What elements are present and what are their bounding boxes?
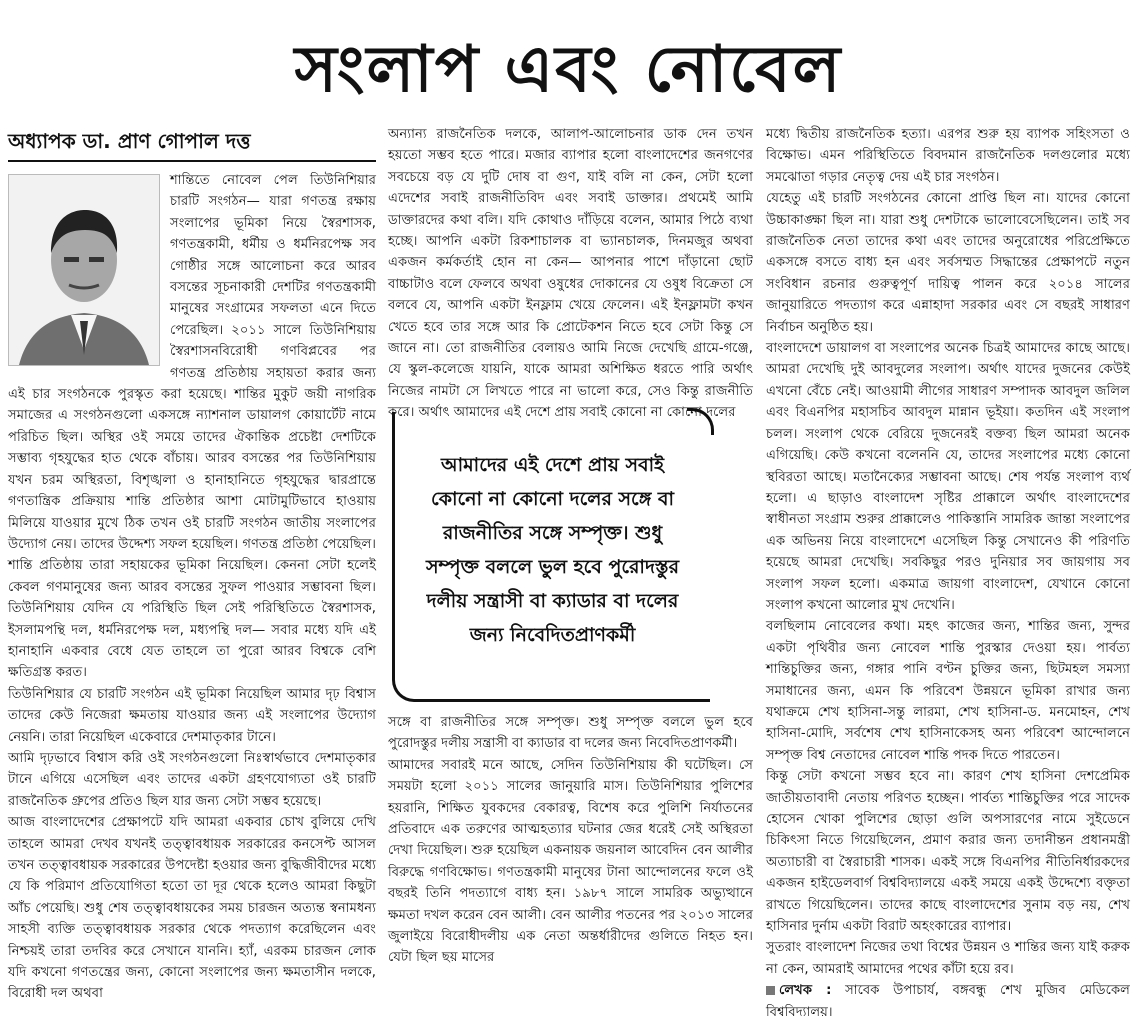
pull-quote-box — [392, 412, 710, 702]
pull-quote-corner — [687, 408, 714, 435]
bullet-square-icon — [766, 986, 775, 995]
author-photo — [8, 174, 160, 366]
pull-quote-text: আমাদের এই দেশে প্রায় সবাই কোনো না কোনো দলের সঙ্গে বা রাজনীতির সঙ্গে সম্পৃক্ত। শুধু সম্পৃক্ত বললে ভুল হবে পুরোদস্তুর দলীয় সন্ত্রাসী বা ক্যাডার বা দলের জন্য নিবেদিতপ্রাণকর্মী — [425, 454, 680, 646]
paragraph: সুতরাং বাংলাদেশ নিজের তথা বিশ্বের উন্নয়ন ও শান্তির জন্য যাই করুক না কেন, আমরাই আমাদের পথের কাঁটা হয়ে রব। — [766, 940, 1130, 977]
byline-label: লেখক : — [779, 983, 832, 999]
paragraph: বাংলাদেশে ডায়ালগ বা সংলাপের অনেক চিত্রই আমাদের কাছে আছে। আমরা দেখেছি দুই আবদুলের সংলাপ। অর্থাৎ যাদের দুজনের কেউই এখনো বেঁচে নেই। আওয়ামী লীগের সাধারণ সম্পাদক আবদুল জলিল এবং বিএনপির মহাসচিব আবদুল মান্নান ভূইয়া। কতদিন এই সংলাপ চলল। সংলাপ থেকে বেরিয়ে দুজনেরই বক্তব্য ছিল আমরা অনেক এগিয়েছি। কেউ কখনো বলেননি যে, তাদের সংলাপের মধ্যে কোনো স্থবিরতা আছে। মতানৈক্যের সম্ভাবনা আছে। শেষ পর্যন্ত সংলাপ ব্যর্থ হলো। এ ছাড়াও বাংলাদেশ সৃষ্টির প্রাক্কালে অর্থাৎ বাংলাদেশের স্বাধীনতা সংগ্রাম শুরুর প্রাক্কালেও পাকিস্তানি সামরিক জান্তা সংলাপের এক অভিনয় নিয়ে বাংলাদেশে এসেছিল কিন্তু সেখানেও কী পরিণতি হয়েছে আমরা দেখেছি। সবকিছুর পরও দুনিয়ার সব জায়গায় সব সংলাপ সফল হলো। একমাত্র জায়গা বাংলাদেশ, যেখানে কোনো সংলাপ কখনো আলোর মুখ দেখেনি। — [766, 341, 1130, 613]
paragraph: আমাদের সবারই মনে আছে, সেদিন তিউনিশিয়ায় কী ঘটেছিল। সে সময়টা হলো ২০১১ সালের জানুয়ারি মাস। তিউনিশিয়ার পুলিশের হয়রানি, শিক্ষিত যুবকদের বেকারত্ব, বিশেষ করে পুলিশি নির্যাতনের প্রতিবাদে এক তরুণের আত্মহত্যার ঘটনার জের ধরেই সেই অস্থিরতা দেখা দিয়েছিল। শুরু হয়েছিল একনায়ক জয়নাল আবেদিন বেন আলীর বিরুদ্ধে গণবিক্ষোভ। গণতন্ত্রকামী মানুষের টানা আন্দোলনের ফলে ওই বছরই তিনি পদত্যাগে বাধ্য হন। ১৯৮৭ সালে সামরিক অভ্যুত্থানে ক্ষমতা দখল করেন বেন আলী। বেন আলীর পতনের পর ২০১৩ সালের জুলাইয়ে বিরোধীদলীয় এক নেতা অন্তর্ধারীদের গুলিতে নিহত হন। যেটা ছিল ছয় মাসের — [388, 757, 753, 966]
paragraph: অন্যান্য রাজনৈতিক দলকে, আলাপ-আলোচনার ডাক দেন তখন হয়তো সম্ভব হতে পারে। মজার ব্যাপার হলো বাংলাদেশের জনগণের সবচেয়ে বড় যে দুটি দোষ বা গুণ, যাই বলি না কেন, সেটা হলো এদেশের সবাই রাজনীতিবিদ এবং সবাই ডাক্তার। প্রথমেই আমি ডাক্তারদের কথা বলি। যদি কোথাও দাঁড়িয়ে বলেন, আমার পিঠে ব্যথা হচ্ছে। আপনি একটা রিকশাচালক বা ভ্যানচালক, দিনমজুর অথবা একজন কর্মকর্তাই হোন না কেন— আপনার পাশে দাঁড়ানো ছোট বাচ্চাটাও বলে ফেলবে অথবা ওষুধের দোকানের যে ওষুধ বিক্রেতা সে বলবে যে, আপনি একটা ইনফ্লাম খেয়ে ফেলেন। এই ইনফ্লামটা কখন খেতে হবে তার সঙ্গে আর কি প্রোটেকশন নিতে হবে সেটা কিন্তু সে জানে না। তো রাজনীতির বেলায়ও আমি নিজে দেখেছি গ্রামে-গঞ্জে, যে স্কুল-কলেজে যায়নি, যাকে আমরা অশিক্ষিত ধরতে পারি অর্থাৎ নিজের নামটা সে লিখতে পারে না ভালো করে, সেও কিন্তু রাজনীতি করে। অর্থাৎ আমাদের এই দেশে প্রায় সবাই কোনো না কোনো দলের — [388, 127, 753, 421]
paragraph: মধ্যে দ্বিতীয় রাজনৈতিক হত্যা। এরপর শুরু হয় ব্যাপক সহিংসতা ও বিক্ষোভ। এমন পরিস্থিতিতে বিবদমান রাজনৈতিক দলগুলোর মধ্যে সমঝোতা গড়ার নেতৃত্ব দেয় এই চার সংগঠন। — [766, 127, 1130, 185]
paragraph: বলছিলাম নোবেলের কথা। মহৎ কাজের জন্য, শান্তির জন্য, সুন্দর একটা পৃথিবীর জন্য নোবেল শান্তি পুরস্কার দেওয়া হয়। পার্বত্য শান্তিচুক্তির জন্য, গঙ্গার পানি বণ্টন চুক্তির জন্য, ছিটমহল সমস্যা সমাধানের জন্য, এমন কি পরিবেশ উন্নয়নে ভূমিকা রাখার জন্য যথাক্রমে শেখ হাসিনা-সন্তু লারমা, শেখ হাসিনা-ড. মনমোহন, শেখ হাসিনা-মোদি, সর্বশেষ শেখ হাসিনাকেসহ অন্য পরিবেশ আন্দোলনে সম্পৃক্ত বিশ্ব নেতাদের নোবেল শান্তি পদক দিতে পারতেন। — [766, 619, 1130, 763]
paragraph: তিউনিশিয়ার যে চারটি সংগঠন এই ভূমিকা নিয়েছিল আমার দৃঢ় বিশ্বাস তাদের কেউ নিজেরা ক্ষমতায় যাওয়ার জন্য এই সংলাপের উদ্যোগ নেয়নি। তারা নিয়েছিল একেবারে দেশমাতৃকার টানে। — [8, 686, 376, 745]
paragraph: আমি দৃঢ়ভাবে বিশ্বাস করি ওই সংগঠনগুলো নিঃস্বার্থভাবে দেশমাতৃকার টানে এগিয়ে এসেছিল এবং তাদের একটা গ্রহণযোগ্যতা ওই চারটি রাজনৈতিক গ্রুপের প্রতিও ছিল যার জন্য সেটা সম্ভব হয়েছে। — [8, 750, 376, 809]
column-2-top — [388, 124, 753, 421]
column-1 — [8, 124, 376, 1002]
author-name: অধ্যাপক ডা. প্রাণ গোপাল দত্ত — [8, 126, 376, 162]
paragraph: শান্তিতে নোবেল পেল তিউনিশিয়ার চারটি সংগঠন— যারা গণতন্ত্র রক্ষায় সংলাপের ভূমিকা নিয়ে স্বৈরশাসক, গণতন্ত্রকামী, ধর্মীয় ও ধর্মনিরপেক্ষ সব গোষ্ঠীর সঙ্গে আলোচনা করে আরব বসন্তের সূচনাকারী দেশটির গণতন্ত্রকামী মানুষের সংগ্রামের সফলতা এনে দিতে পেরেছিল। ২০১১ সালে তিউনিশিয়ায় স্বৈরশাসনবিরোধী গণবিপ্লবের পর গণতন্ত্র প্রতিষ্ঠায় সহায়তা করার জন্য এই চার সংগঠনকে পুরস্কৃত করা হয়েছে। শান্তির মুকুট জয়ী নাগরিক সমাজের এ সংগঠনগুলো একসঙ্গে ন্যাশনাল ডায়ালগ কোয়ার্টেট নামে পরিচিত ছিল। অস্থির ওই সময়ে তাদের ঐকান্তিক প্রচেষ্টা দেশটিকে সম্ভাব্য গৃহযুদ্ধের হাত থেকে বাঁচায়। আরব বসন্তের পর তিউনিশিয়ায় যখন চরম অস্থিরতা, বিশৃঙ্খলা ও হানাহানিতে গৃহযুদ্ধের দ্বারপ্রান্তে গণতান্ত্রিক প্রক্রিয়ায় শান্তি প্রতিষ্ঠার আশা মোটামুটিভাবে হাওয়ায় মিলিয়ে যাওয়ার মুখে ঠিক তখন ওই চারটি সংগঠন জাতীয় সংলাপের উদ্যোগ নেয়। তাদের উদ্দেশ্য সফল হয়েছিল। গণতন্ত্র প্রতিষ্ঠা পেয়েছিল। শান্তি প্রতিষ্ঠায় তারা সহায়কের ভূমিকা নিয়েছিল। কেননা সেটা হলেই কেবল গণমানুষের জন্য আরব বসন্তের সুফল পাওয়ার সম্ভাবনা ছিল। তিউনিশিয়ায় যেদিন যে পরিস্থিতি ছিল সেই পরিস্থিতিতে স্বৈরশাসক, ইসলামপন্থি দল, ধর্মনিরপেক্ষ দল, মধ্যপন্থি দল— সবার মধ্যে যদি এই হানাহানি একবার বেধে যেত তাহলে তা পুরো আরব বিশ্বকে বেশি ক্ষতিগ্রস্ত করত। — [8, 173, 376, 681]
author-byline — [766, 980, 1130, 1023]
paragraph: আজ বাংলাদেশের প্রেক্ষাপটে যদি আমরা একবার চোখ বুলিয়ে দেখি তাহলে আমরা দেখব যখনই তত্ত্বাবধায়ক সরকারের কনসেপ্ট আসল তখন তত্ত্বাবধায়ক সরকারের উপদেষ্টা হওয়ার জন্য বুদ্ধিজীবীদের মধ্যে যে কি পরিমাণ প্রতিযোগিতা হতো তা দূর থেকে হলেও আমরা কিছুটা আঁচ পেয়েছি। শুধু শেষ তত্ত্বাবধায়কের সময় চারজন অত্যন্ত স্বনামধন্য সাহসী ব্যক্তি তত্ত্বাবধায়ক সরকার থেকে পদত্যাগ করেছিলেন এবং নিশ্চয়ই তারা তদবির করে সেখানে যাননি। হ্যাঁ, এরকম চারজন লোক যদি কখনো গণতন্ত্রের জন্য, কোনো সংলাপের জন্য ক্ষমতাসীন দলকে, বিরোধী দল অথবা — [8, 815, 376, 1002]
paragraph: কিন্তু সেটা কখনো সম্ভব হবে না। কারণ শেখ হাসিনা দেশপ্রেমিক জাতীয়তাবাদী নেতায় পরিণত হচ্ছেন। পার্বত্য শান্তিচুক্তির পরে সাদেক হোসেন খোকা পুলিশের ছোড়া গুলি অপসারণের নামে সুইডেনে চিকিৎসা নিতে গিয়েছিলেন, প্রমাণ করার জন্য তদানীন্তন প্রধানমন্ত্রী অত্যাচারী বা স্বৈরাচারী শাসক। একই সঙ্গে বিএনপির নীতিনির্ধারকদের একজন হাইডেলবার্গ বিশ্ববিদ্যালয়ে একই সময়ে একই উদ্দেশ্যে বক্তৃতা রাখতে গিয়েছিলেন। তাদের কাছে বাংলাদেশের সুনাম বড় নয়, শেখ হাসিনার দুর্নাম একটা বিরাট অহংকারের ব্যাপার। — [766, 769, 1130, 935]
paragraph: যেহেতু এই চারটি সংগঠনের কোনো প্রাপ্তি ছিল না। যাদের কোনো উচ্চাকাঙ্ক্ষা ছিল না। যারা শুধু দেশটাকে ভালোবেসেছিলেন। তাই সব রাজনৈতিক নেতা তাদের কথা এবং তাদের অনুরোধের পরিপ্রেক্ষিতে একসঙ্গে বসতে বাধ্য হন এবং সর্বসম্মত সিদ্ধান্তের প্রেক্ষাপটে নতুন সংবিধান রচনার গুরুত্বপূর্ণ দায়িত্ব পালন করে ২০১৪ সালের জানুয়ারিতে পদত্যাগ করে এন্নাহাদা সরকার এবং সে বছরই সাধারণ নির্বাচন অনুষ্ঠিত হয়। — [766, 191, 1130, 335]
column-2-bottom — [388, 712, 753, 964]
byline-text: সাবেক উপাচার্য, বঙ্গবন্ধু শেখ মুজিব মেডিকেল বিশ্ববিদ্যালয়। — [766, 983, 1130, 1020]
column-3 — [766, 124, 1130, 1020]
paragraph: সঙ্গে বা রাজনীতির সঙ্গে সম্পৃক্ত। শুধু সম্পৃক্ত বললে ভুল হবে পুরোদস্তুর দলীয় সন্ত্রাসী বা ক্যাডার বা দলের জন্য নিবেদিতপ্রাণকর্মী। — [388, 715, 753, 752]
headline: সংলাপ এবং নোবেল — [294, 33, 843, 107]
